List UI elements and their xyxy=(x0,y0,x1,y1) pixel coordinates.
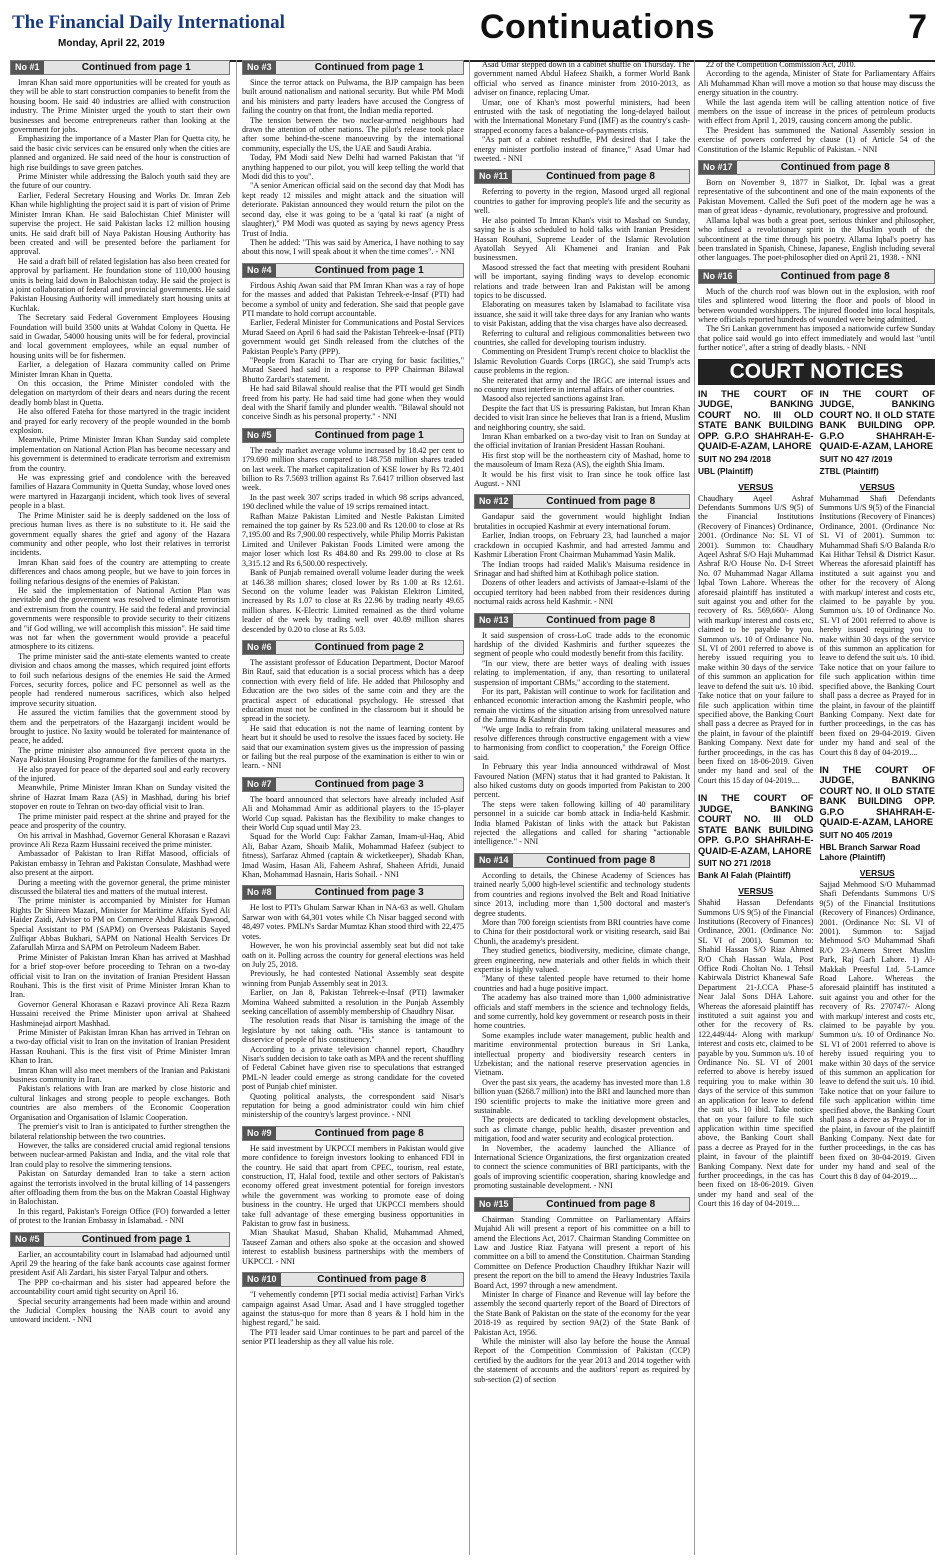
column-divider xyxy=(694,60,695,1555)
story-paragraph: He also prayed for peace of the departed soul and early recovery of the injured. xyxy=(10,764,230,784)
court-notices-heading: COURT NOTICES xyxy=(698,359,935,385)
story-header xyxy=(242,885,464,900)
story-paragraph: Earlier, Federal Secretary Housing and Works Dr. Imran Zeb Khan while highlighting the project said it is part of vision of Prime Minister Imran Khan. He said Balochistan Chief Minister will supervise the project. He said Pakistan lacks 12 million housing units. He said draft bill of Naya Pakistan Housing Authority has been created and will be presented before the parliament for approval. xyxy=(10,190,230,257)
story-heading: Continued from page 3 xyxy=(314,778,424,790)
story-paragraph: The resolution reads that Nisar is tarnishing the image of the legislature by not taking oath. "His stance is tantamount to disservice of people of his constituency." xyxy=(242,1016,464,1045)
story-paragraph: Then he added: "This was said by America, I have nothing to say about this now, I will speak about it when the time comes". - NNI xyxy=(242,237,464,257)
story-header xyxy=(474,494,690,509)
story-paragraph: "In our view, there are better ways of dealing with issues relating to implementation, if any, than resorting to unilateral suspension of important CBMs," according to the statement. xyxy=(474,658,690,687)
story-paragraph: Ambassador of Pakistan to Iran Riffat Masood, officials of Pakistan embassy in Tehran and Pakistan Consulate, Mashhad were also present at the airport. xyxy=(10,849,230,878)
story-paragraph: Today, PM Modi said New Delhi had warned Pakistan that "if anything happened to our pilot, you will keep telling the world that Modi did this to you". xyxy=(242,153,464,182)
story-paragraph: Since the terror attack on Pulwama, the BJP campaign has been built around nationalism and national security. But while PM Modi and his ministers and party leaders have accused the Congress of failing the country on that front, the Indian media reported. xyxy=(242,78,464,116)
story-paragraph: While the last agenda item will be calling attention notice of five members on the issue of increase in the prices of petroleum products with effect from April 1, 2019, causing concern among the public. xyxy=(698,97,935,126)
versus-label: VERSUS xyxy=(738,886,774,897)
story-paragraph: Meanwhile, Prime Minister Imran Khan on Sunday visited the shrine of Hazrat Imam Raza (AS) in Mashhad, during his brief stopover en route to Tehran on two-day official visit to Iran. xyxy=(10,783,230,812)
story xyxy=(242,1272,464,1346)
story-paragraph: Elaborating on measures taken by Islamabad to facilitate visa issuance, she said it will take three days for any Iranian who wants to visit Pakistan, adding that the visa charges have also decreased. xyxy=(474,300,690,329)
story-paragraph: He had said Bilawal should realise that the PTI would get Sindh freed from his party. He had said time had gone when they would deal with the Sharif family and plunder wealth. "Bilawal should not conceive Sindh as his personal property." - NNI xyxy=(242,384,464,422)
plaintiff: UBL (Plaintiff) xyxy=(698,465,754,476)
story-heading: Continued from page 8 xyxy=(780,270,890,282)
story-paragraph: Minister In charge of Finance and Revenue will lay before the assembly the second quarterly report of the Board of Directors of the State Bank of Pakistan on the state of the economy for the year 2018-19 as required by section 9A(2) of the State Bank of Pakistan Act, 1956. xyxy=(474,1289,690,1337)
story-paragraph: Referring to poverty in the region, Masood urged all regional countries to gather for improving people's life and the security as well. xyxy=(474,187,690,216)
story-paragraph: It would be his first visit to Iran since he took office last August. - NNI xyxy=(474,469,690,489)
story-paragraph: According to details, the Chinese Academy of Sciences has trained nearly 5,000 high-level scientific and technology students from countries and regions involved the Belt and Road Initiative since 2013, including more than 1,500 doctoral and master's degree students. xyxy=(474,870,690,918)
story-header xyxy=(474,1197,690,1212)
story-paragraph: While the minister will also lay before the house the Annual Report of the Competition Commission of Pakistan (CCP) certified by the auditors for the year 2013 and 2014 together with the statement of accounts and the auditors' report as required by sub-section (2) of section xyxy=(474,1336,690,1384)
story-tag: No #5 xyxy=(243,429,276,442)
story-paragraph: Allama Iqbal was both a great poet, serious thinker and philosopher, who infused a revolutionary spirit in the Muslim youth of the subcontinent at the time through his poetry. Allama Iqbal's poetry has been translated in Spanish, Chinese, Japanese, English including several other languages. The poet-philosopher died on April 21, 1938. - NNI xyxy=(698,215,935,263)
column-divider xyxy=(469,60,470,1555)
story-paragraph: Over the past six years, the academy has invested more than 1.8 billion yuan ($268.7 million) into the BRI and launched more than 190 scientific projects to make the initiative more green and sustainable. xyxy=(474,1077,690,1116)
story-paragraph: He was expressing grief and condolence with the bereaved families of Hazara Community in Quetta Sunday, whose loved ones were martyred in Hazarganji incident, which took lives of several people in a blast. xyxy=(10,473,230,511)
story-paragraph: Much of the church roof was blown out in the explosion, with roof tiles and splintered wood littering the floor and pools of blood in between wounded worshippers. The injured flooded into local hospitals, where officials reported hundreds of wounded were being admitted. xyxy=(698,286,935,324)
plaintiff: HBL Branch Sarwar Road Lahore (Plaintiff) xyxy=(819,841,921,862)
story-paragraph: He lost to PTI's Ghulam Sarwar Khan in NA-63 as well. Ghulam Sarwar won with 64,301 votes while Ch Nisar bagged second with 48,497 votes. PMLN's Sardar Mumtaz Khan stood third with 22,475 votes. xyxy=(242,903,464,941)
story-paragraph: Pakistan on Saturday demanded Iran to take a stern action against the terrorists involved in the brutal killing of 14 passengers after offloading them from the bus on the Makran Coastal Highway in Balochistan. xyxy=(10,1169,230,1207)
story-paragraph: Special security arrangements had been made within and around the Judicial Complex housing the NAB court to avoid any untoward incident. - NNI xyxy=(10,1296,230,1325)
versus-label: VERSUS xyxy=(859,867,895,878)
story-tag: No #10 xyxy=(243,1273,281,1286)
story-header xyxy=(474,853,690,868)
issue-date: Monday, April 22, 2019 xyxy=(58,38,165,49)
story-heading: Continued from page 3 xyxy=(314,887,424,899)
story-paragraph: Born on November 9, 1877 in Sialkot, Dr. Iqbal was a great representative of the subcontinent and one of the main exponents of the Pakistan Movement. Called the Sufi poet of the modern age he was a man of great ideas - dynamic, revolutionary, progressive and profound. xyxy=(698,178,935,216)
story-header xyxy=(242,428,464,443)
story xyxy=(242,885,464,1119)
court-title: IN THE COURT OF JUDGE, BANKING COURT NO. II OLD STATE BANK BUILDING OPP. G.P.O SHAHRAH-E-QUAID-E-AZAM, LAHORE xyxy=(819,388,935,452)
story-paragraph: Masood stressed the fact that meeting with president Rouhani will be important, saying finding ways to develop economic relations and trade between Iran and Pakistan will be among topics to be discussed. xyxy=(474,262,690,300)
story-paragraph: The PPP co-chairman and his sister had appeared before the accountability court amid tight security on April 16. xyxy=(10,1277,230,1297)
story-header xyxy=(474,169,690,184)
story-paragraph: Commenting on President Trump's recent choice to blacklist the Islamic Revolution Guards Corps (IRGC), she said Trump's acts cause problems in the region. xyxy=(474,347,690,376)
story-header xyxy=(242,60,464,75)
story-heading: Continued from page 1 xyxy=(314,429,424,441)
suit-number: SUIT NO 427 /2019 xyxy=(819,453,893,464)
story-paragraph: The ready market average volume increased by 18.42 per cent to 179.690 million shares compared to 148.758 million shares traded on last week. The market capitalization of KSE lower by Rs 72.401 billion to Rs 7.5693 trillion against Rs 7.6417 trillion observed last week. xyxy=(242,445,464,493)
story-paragraph: Emphasizing the importance of a Master Plan for Quetta city, he said the basic civic services can be ensured only when the cities are planned and organized. He said need of the hour is construction of high rise buildings to save green patches. xyxy=(10,134,230,172)
story-paragraph: On his arrival in Mashhad, Governor General Khorasan e Razavi province Ali Reza Razm Hussaini received the prime minister. xyxy=(10,830,230,849)
story xyxy=(698,60,935,154)
story-paragraph: Earlier, an accountability court in Islamabad had adjourned until April 29 the hearing of the fake bank accounts case against former president Asif Ali Zardari, his sister Faryal Talpur and others. xyxy=(10,1249,230,1278)
court-notice xyxy=(820,765,936,1181)
story-heading: Continued from page 1 xyxy=(314,62,424,73)
story xyxy=(10,60,230,1226)
story-paragraph: The assistant professor of Education Department, Doctor Maroof Bin Rauf, said that education is a social process which has a deep connection with every field of life. He added that Philosophy and Education are the two sides of the same coin and they are the practical aspect of educational psychology. He stressed that education must not be confined in the classroom but it should be spread in the society. xyxy=(242,657,464,724)
story xyxy=(242,640,464,771)
story-paragraph: "People from Karachi to Thar are crying for basic facilities," Murad Saeed had said in a response to PPP Chairman Bilawal Bhutto Zardari's statement. xyxy=(242,355,464,384)
story-paragraph: Earlier, Federal Minister for Communications and Postal Services Murad Saeed on April 6 had said the Pakistan Tehreek-e-Insaf (PTI) government would get Sindh released from the clutches of the Pakistan People's Party (PPP). xyxy=(242,318,464,356)
story xyxy=(242,60,464,257)
story-paragraph: According to the agenda, Minister of State for Parliamentary Affairs Ali Muhammad Khan will move a motion so that house may discuss the energy situation in the country. xyxy=(698,69,935,98)
story xyxy=(698,160,935,263)
story xyxy=(242,1126,464,1266)
column-3 xyxy=(474,60,690,1555)
story-header xyxy=(474,613,690,628)
story-tag: No #8 xyxy=(243,886,276,899)
court-notice xyxy=(820,389,936,757)
story-paragraph: Imran Khan said foes of the country are attempting to create differences and chaos among people, but we have to join forces in foiling nefarious designs of the enemies of Pakistan. xyxy=(10,557,230,586)
story xyxy=(474,169,690,488)
story-heading: Continued from page 1 xyxy=(81,62,191,73)
story-paragraph: Meanwhile, Prime Minister Imran Khan Sunday said complete implementation on National Action Plan has become necessary and his government is determined to eradicate terrorism and extremism from the country. xyxy=(10,435,230,473)
court-notice xyxy=(698,793,814,1208)
story-header xyxy=(242,777,464,792)
story xyxy=(474,1197,690,1384)
story-heading: Continued from page 8 xyxy=(317,1274,427,1286)
masthead xyxy=(10,6,935,62)
story-paragraph: Gandapur said the government would highlight Indian brutalities in occupied Kashmir at every international forum. xyxy=(474,512,690,531)
story-tag: No #17 xyxy=(699,161,737,174)
story-heading: Continued from page 1 xyxy=(314,264,424,276)
story-paragraph: The Indian troops had raided Malik's Maisuma residence in Srinagar and had shifted him at Kothibagh police station. xyxy=(474,559,690,578)
story-paragraph: He said a draft bill of related legislation has also been created for approval by parliament. He foundation stone of 110,000 housing units is being laid down in Balochistan today. He said the project is a joint collaboration of federal and provincial governments. He said Pakistan Housing Authority will immediately start housing units at Kuchlak. xyxy=(10,256,230,313)
versus-label: VERSUS xyxy=(738,481,774,492)
story-header xyxy=(242,1126,464,1141)
story-paragraph: "A senior American official said on the second day that Modi has kept ready 12 missiles and might attack and the situation will deteriorate. Pakistan announced they would return the pilot on the second day, else it was going to be a 'qatal ki raat' (a night of slaughter)," PM Modi was quoted as saying by news agency Press Trust of India. xyxy=(242,181,464,238)
story-paragraph: On this occasion, the Prime Minister condoled with the delegation on martyrdom of their dears and nears during the recent deadly bomb blast in Quetta. xyxy=(10,379,230,407)
story-tag: No #7 xyxy=(243,778,276,791)
story-header xyxy=(698,160,935,175)
story-paragraph: His first stop will be the northeastern city of Mashad, home to the mausoleum of Imam Reza (AS), the eighth Shia Imam. xyxy=(474,450,690,470)
story-paragraph: They studied genetics, biodiversity, medicine, climate change, green engineering, new materials and other fields in which their expertise is highly valued. xyxy=(474,946,690,974)
story xyxy=(474,613,690,847)
story-tag: No #1 xyxy=(11,61,44,74)
story-paragraph: In November, the academy launched the Alliance of International Science Organizations, the first organization created to connect the science communities of BRI participants, with the goals of improving scientific cooperation, sharing knowledge and promoting sustainable development. - NNI xyxy=(474,1143,690,1191)
story-header xyxy=(242,1272,464,1287)
story-paragraph: The tension between the two nuclear-armed neighbours had drawn the attention of other nations. The pilot's release took place after some behind-the-scene manoeuvring by the international community, especially the US, the UAE and Saudi Arabia. xyxy=(242,115,464,153)
story-paragraph: He said that education is not the name of learning content by heart but it should be used to resolve the issues faced by society. He said that our examination system gives us the impression of passing or failing but the real purpose of the examination is either to win or learn. - NNI xyxy=(242,723,464,771)
story-paragraph: Some examples include water management, public health and maritime environmental protection bureaus in Sri Lanka, intellectual property and biodiversity research centers in Uzbekistan; and the national reserve preservation agencies in Vietnam. xyxy=(474,1030,690,1078)
story-header xyxy=(242,640,464,655)
story-paragraph: The premier's visit to Iran is anticipated to further strengthen the bilateral relationship between the two countries. xyxy=(10,1122,230,1141)
story xyxy=(474,60,690,163)
story-paragraph: The Secretary said Federal Government Employees Housing Foundation will build 3500 units at Wahdat Colony in Quetta. He said in Gwadar, 54000 housing units will be for federal, provincial and local government employees, while an equal number of housing units will be for fishermen. xyxy=(10,313,230,360)
column-2 xyxy=(242,60,464,1555)
story-paragraph: Earlier, Indian troops, on February 23, had launched a major crackdown in occupied Kashmir, and had arrested Jammu and Kashmir Liberation Front Chairman Muhammad Yasin Malik. xyxy=(474,531,690,560)
story-paragraph: Chairman Standing Committee on Parliamentary Affairs Mujahid Ali will present a report of his committee on a bill to amend the Elections Act, 2017. Chairman Standing Committee on Law and Justice Riaz Fatyana will present a report of his committee on a bill to amend the Constitution. Chairman Standing Committee on Defence Production Chaudhry Iftikhar Nazir will present the report on the bill to amend the Heavy Industries Taxila Board Act, 1997 through a new amendment. xyxy=(474,1214,690,1290)
story-paragraph: He said the implementation of National Action Plan was inevitable and the government was resolved to eliminate terrorism and extremism from the country. He said the federal and provincial governments were responsible to provide security to their citizens and "if God willing, we will accomplish this mission". He said time was not far when the government would provide a peaceful atmosphere to its citizens. xyxy=(10,585,230,652)
story-header xyxy=(10,60,230,75)
story-paragraph: The Sri Lankan government has imposed a nationwide curfew Sunday that police said would go into effect immediately and would last "until further notice", after a string of deadly blasts. - NNI xyxy=(698,324,935,353)
story-paragraph: He also offered Fateha for those martyred in the tragic incident and prayed for early recovery of the people wounded in the bomb explosion. xyxy=(10,407,230,436)
story-tag: No #16 xyxy=(699,270,737,283)
story-paragraph: Mian Shaukat Masud, Shaban Khalid, Muhammad Ahmed, Tauseef Zaman and others also spoke at the occasion and showed interest to establish business partnerships with the members of UKPCCI. - NNI xyxy=(242,1228,464,1266)
paper-name: The Financial Daily International xyxy=(12,12,285,33)
story-paragraph: Dozens of other leaders and activists of Jamaat-e-Islami of the occupied territory had been nabbed from their residences during nocturnal raids across held Kashmir. - NNI xyxy=(474,578,690,607)
story-paragraph: The prime minister is accompanied by Minister for Human Rights Dr Shireen Mazari, Minister for Maritime Affairs Syed Ali Haider Zaidi, Adviser to PM on Commerce Abdul Razak Dawood, Special Assistant to PM (SAPM) on Overseas Pakistanis Sayed Zulfiqar Abbas Bukhari, SAPM on National Health Services Dr Zafarullah Mirza and SAPM on Petroleum Nadeem Baber. xyxy=(10,896,230,953)
story-paragraph: Earlier, a delegation of Hazara community called on Prime Minister Imran Khan in Quetta. xyxy=(10,360,230,379)
story-paragraph: More than 700 foreign scientists from BRI countries have come to China for their postdoctoral work or visiting research, said Bai Chunli, the academy's president. xyxy=(474,917,690,946)
story-paragraph: Previously, he had contested National Assembly seat despite winning from Punjab Assembly seat in 2013. xyxy=(242,969,464,988)
story-paragraph: The projects are dedicated to tackling development obstacles, such as climate change, public health, disaster prevention and mitigation, food and water security and ecological protection. xyxy=(474,1115,690,1144)
story-tag: No #4 xyxy=(243,264,276,277)
story-paragraph: The PTI leader said Umar continues to be part and parcel of the senior PTI leadership as they all value his role. xyxy=(242,1327,464,1347)
story-paragraph: Firdous Ashiq Awan said that PM Imran Khan was a ray of hope for the masses and added that Pakistan Tehreek-e-Insaf (PTI) had become a symbol of unity and federation. She said that people gave PTI mandate to hold corrupt accountable. xyxy=(242,280,464,318)
story-paragraph: The academy has also trained more than 1,000 administrative officials and staff members in the science and technology fields, and some currently, hold key government or research posts in their home countries. xyxy=(474,993,690,1031)
story-tag: No #9 xyxy=(243,1127,276,1140)
story-paragraph: He assured the victim families that the government stood by them and the perpetrators of the Hazarganji incident would be brought to justice. No laxity would be tolerated for maintenance of peace, he added. xyxy=(10,708,230,746)
story xyxy=(242,263,464,422)
story-paragraph: "As part of a cabinet reshuffle, PM desired that I take the energy minister portfolio instead of finance," Asad Umar had tweeted. - NNI xyxy=(474,135,690,164)
story-paragraph: Imran Khan said more opportunities will be created for youth as they will be able to start construction companies to benefit from the housing boom. He said 40 industries are allied with construction industry. The Prime Minister urged the youth to start their own businesses and become entrepreneurs rather than looking at the government for jobs. xyxy=(10,78,230,135)
story-paragraph: Masood also rejected sanctions against Iran. xyxy=(482,394,625,404)
court-notices-left xyxy=(698,389,814,1217)
story-heading: Continued from page 8 xyxy=(546,1198,656,1210)
story-paragraph: He said investment by UKPCCI members in Pakistan would give more confidence to foreign investors looking to enhanced FDI in the country. He said that apart from CPEC, tourism, real estate, construction, IT, Halal food, textile and other sectors of Pakistan's economy offered great investment potential for foreign investors while the government was working to promote ease of doing business in the country. He urged that UKPCCI members should take full advantage of these emerging business opportunities in Pakistan to grow fast in business. xyxy=(242,1143,464,1229)
story-paragraph: "Many of these talented people have returned to their home countries and had a huge positive impact. xyxy=(474,974,690,993)
story-heading: Continued from page 8 xyxy=(546,496,656,508)
story-heading: Continued from page 8 xyxy=(546,854,656,866)
story xyxy=(698,269,935,353)
story-paragraph: The President has summoned the National Assembly session in exercise of powers conferred by clause (1) of Article 54 of the Constitution of the Islamic Republic of Pakistan. - NNI xyxy=(698,125,935,154)
story xyxy=(242,428,464,634)
court-notices xyxy=(698,389,935,1217)
story-paragraph: "I vehemently condemn [PTI social media activist] Farhan Virk's campaign against Asad Umar. Asad and I have struggled together against the status-quo for more than 8 years & I hold him in the highest regard," he said. xyxy=(242,1290,464,1328)
column-4 xyxy=(698,60,935,1555)
story-paragraph: She reiterated that army and the IRGC are internal issues and no country must interfere in internal affairs of other countries. xyxy=(474,375,690,394)
column-divider xyxy=(236,60,237,1555)
story-tag: No #12 xyxy=(475,495,513,508)
story-tag: No #13 xyxy=(475,614,513,627)
plaintiff: ZTBL (Plaintiff) xyxy=(819,465,879,476)
column-1 xyxy=(10,60,230,1555)
story-paragraph: In February this year India announced withdrawal of Most Favoured Nation (MFN) status that it had granted to Pakistan. It also hiked customs duty on goods imported from Pakistan to 200 percent. xyxy=(474,762,690,800)
notice-body: Muhammad Shafi Defendants Summons U/S 9(5) of the Financial Institutions (Recovery of Finances) Ordinance, 2001. (Ordinance No: SL VI of 2001). Summon to: Muhammad Shafi S/O Balanda R/o Kai Hithar Tehsil & District Kasur. Whereas the aforesaid plaintiff has instituted a suit against you and other for the recovery of Along with markup/ interest and costs etc, claimed to be payable by you. Summon u/s. 10 of Ordinance No. SL VI of 2001 referred to above is hereby issued requiring you to make within 30 days of the service of this summon an application for leave to defend the suit u/s. 10 ibid. Take notice that on your failure to file such application within time specified above, the Banking Court shall pass a decree as Prayed for in the plaint, in favour of the plaintiff Banking Company. Next date for further proceedings, in the cas has been fixed on 29-04-2019. Given under my hand and seal of the Court this 8 day of 04-2019.... xyxy=(819,493,935,757)
story-heading: Continued from page 8 xyxy=(780,162,890,174)
story-paragraph: Asad Umar stepped down in a cabinet shuffle on Thursday. The government named Abdul Hafeez Shaikh, a former World Bank official who served as finance minister from 2010-2013, as adviser on finance, replacing Umar. xyxy=(474,60,690,98)
story-header xyxy=(242,263,464,278)
story-paragraph: Governor General Khorasan e Razavi province Ali Reza Razm Hussaini received the Prime Minister upon arrival at Shaheed Hashminejad airport Mashhad. xyxy=(10,999,230,1028)
court-title: IN THE COURT OF JUDGE, BANKING COURT NO. II OLD STATE BANK BUILDING OPP. G.P.O SHAHRAH-E-QUAID-E-AZAM, LAHORE xyxy=(819,764,935,828)
story-paragraph: Pakistan's relations with Iran are marked by close historic and cultural linkages and strong people to people exchanges. Both countries are also members of the Economic Cooperation Organisation and Organisation of Islamic Cooperation. xyxy=(10,1084,230,1122)
section-title: Continuations xyxy=(480,8,716,46)
versus-label: VERSUS xyxy=(859,481,895,492)
story-paragraph: The board announced that selectors have already included Asif Ali and Mohammad Amir as additional players to the 15-player World Cup squad. Pakistan has the flexibility to make changes to their World Cup squad until May 23. xyxy=(242,794,464,833)
plaintiff: Bank Al Falah (Plaintiff) xyxy=(698,870,791,881)
story-paragraph: Imran Khan will also meet members of the Iranian and Pakistani business community in Iran. xyxy=(10,1065,230,1085)
court-notices-right xyxy=(820,389,936,1217)
story-paragraph: The Prime Minister said he is deeply saddened on the loss of precious human lives as there is no substitute to it. He said the government equally shares the grief and agony of the Hazara community and other people, who lost their relatives in terrorist incidents. xyxy=(10,510,230,558)
story-paragraph: In this regard, Pakistan's Foreign Office (FO) forwarded a letter of protest to the Iranian Embassy in Islamabad. - NNI xyxy=(10,1206,230,1226)
story-paragraph: Quoting political analysts, the correspondent said Nisar's reputation for being a good administrator could win him chief ministership of the country's largest province. - NNI xyxy=(242,1091,464,1120)
story-tag: No #6 xyxy=(243,641,276,654)
story-paragraph: Imran Khan embarked on a two-day visit to Iran on Sunday at the official invitation of Iranian President Hassan Rouhani. xyxy=(474,432,690,451)
story-tag: No #11 xyxy=(475,170,512,183)
story-paragraph: "We urge India to refrain from taking unilateral measures and resolve differences through constructive engagement with a view to harmonising from conflict to cooperation," the Foreign Office said. xyxy=(474,724,690,762)
story-paragraph: Prime Minister while addressing the Baloch youth said they are the future of our country. xyxy=(10,172,230,191)
story xyxy=(474,494,690,606)
story xyxy=(242,777,464,880)
story-heading: Continued from page 1 xyxy=(81,1233,191,1245)
story-paragraph: Squad for the World Cup: Fakhar Zaman, Imam-ul-Haq, Abid Ali, Babar Azam, Shoaib Malik, Mohammad Hafeez (subject to fitness), Sarfaraz Ahmed (captain & wicketkeeper), Shadab Khan, Imad Wasim, Hasan Ali, Faheem Ashraf, Shaheen Afridi, Junaid Khan, Mohammad Hasnain, Haris Sohail. - NNI xyxy=(242,832,464,880)
story-header xyxy=(698,269,935,284)
story-heading: Continued from page 8 xyxy=(314,1127,424,1139)
story-paragraph: However, the talks are considered crucial amid regional tensions between nuclear-armed Pakistan and India, and the vital role that Iran could play to resolve the simmering tensions. xyxy=(10,1140,230,1169)
story-paragraph: Bank of Punjab remained overall volume leader during the week at 146.38 million shares; closed lower by Rs 1.00 at Rs 12.61. Second on the volume leader was Pakistan Elektron Limited, increased by Rs 1.07 to close at Rs 22.96 by trading nearly 49.65 million shares. K-Electric Limited remained as the third volume leader of the week by trading well over 40.89 million shares descended by 0.20 to close at Rs 5.03. xyxy=(242,568,464,634)
story-paragraph: For its part, Pakistan will continue to work for facilitation and enhanced economic interaction among the Kashmiri people, who remain the victims of the situation arising from unresolved nature of the Jammu & Kashmir dispute. xyxy=(474,686,690,725)
story-tag: No #3 xyxy=(243,61,276,74)
story-paragraph: Referring to cultural and religious commonalities between two countries, she called for developing tourism industry. xyxy=(474,328,690,347)
suit-number: SUIT NO 271 /2018 xyxy=(698,858,771,869)
court-notice xyxy=(698,389,814,786)
suit-number: SUIT NO 294 /2018 xyxy=(698,453,771,464)
notice-body: Chaudhary Aqeel Ashraf Defendants Summons U/S 9(5) of the Financial Institutions (Recovery of Finances) Ordinance, 2001. (Ordinance No: SL VI of 2001). Summon to: Chaudhary Aqeel Ashraf S/O Haji Muhammad Ashraf R/O House No. D-I Street No. 07 Muhammad Nagar Allama Iqbal Town Lahore. Whereas the aforesaid plaintiff has instituted a suit against you and other for the recovery of Rs. 569,660/- Along with markup/ interest and costs etc, claimed to be payable by you. Summon u/s. 10 of Ordinance No. SL VI of 2001 referred to above is hereby issued requiring you to make within 30 days of the service of this summon an application for leave to defend the suit u/s. 10 ibid. Take notice that on your failure to file such application within time specified above, the Banking Court shall pass a decree as Prayed for in the plaint, in favour of the plaintiff Banking Company. Next date for further proceedings, in the cas has been fixed on 18-06-2019. Given under my hand and seal of the Court this 15 day of 04-2019.... xyxy=(698,493,814,785)
story-paragraph: 22 of the Competition Commission Act, 2010. xyxy=(706,60,856,69)
story-tag: No #15 xyxy=(475,1198,513,1211)
story-paragraph: It said suspension of cross-LoC trade adds to the economic hardship of the divided Kashmiris and further squeezes the segment of people who could modestly benefit from this facility. xyxy=(474,630,690,659)
story-paragraph: During a meeting with the governor general, the prime minister discussed the bilateral ties and matters of the mutual interest. xyxy=(10,877,230,896)
story-paragraph: The prime minister also announced five percent quota in the Naya Pakistan Housing Programme for the families of the martyrs. xyxy=(10,745,230,765)
story-paragraph: Prime Minister of Pakistan Imran Khan has arrived at Mashhad for a brief stop-over before proceeding to Tehran on a two-day official visit to Iran on the invitation of Iranian President Hassan Rouhani. This is the first visit of Prime Minister Imran Khan to Iran. xyxy=(10,952,230,1000)
story-paragraph: The prime minister said the anti-state elements wanted to create division and chaos among the masses, which required joint efforts to foil such nefarious designs of the enemies He said the Armed Forces, security forces, police and FC personnel as well as the people had rendered numerous sacrifices, which also helped improve security situation. xyxy=(10,651,230,708)
story-tag: No #14 xyxy=(475,854,513,867)
court-title: IN THE COURT OF JUDGE, BANKING COURT NO. III OLD STATE BANK BUILDING OPP. G.P.O SHAHRAH-E-QUAID-E-AZAM, LAHORE xyxy=(698,793,814,856)
notice-body: Shahid Hassan Defendants Summons U/S 9(5) of the Financial Institutions (Recovery of Finances) Ordinance, 2001. (Ordinance No: SL VI of 2001). Summon to: Shahid Hassan S/O Riaz Ahmed R/O Chah Hassan Wala, Post Office Rodi Choltan No. 1 Tehsil Kabirwala District Khanewal Safe Department 21-J.CCA Phase-5 Near Jalal Sons DHA Lahore. Whereas the aforesaid plaintiff has instituted a suit against you and other for the recovery of Rs. 122,449/44- Along with markup/ interest and costs etc, claimed to be payable by you. Summon u/s. 10 of Ordinance No. SL VI of 2001 referred to above is hereby issued requiring you to make within 30 days of the service of this summon an application for leave to defend the suit u/s. 10 ibid. Take notice that on your failure to file such application within time specified above, the Banking Court shall pass a decree as Prayed for in the plaint, in favour of the plaintiff Banking Company. Next date for further proceedings, in the cas has been fixed on 18-06-2019. Given under my hand and seal of the Court this 16 day of 04-2019.... xyxy=(698,898,814,1209)
story xyxy=(10,1232,230,1325)
court-title: IN THE COURT OF JUDGE, BANKING COURT NO. III OLD STATE BANK BUILDING OPP. G.P.O SHAHRAH-E-QUAID-E-AZAM, LAHORE xyxy=(698,388,814,452)
story-heading: Continued from page 8 xyxy=(546,171,655,183)
story xyxy=(474,853,690,1191)
story-heading: Continued from page 2 xyxy=(314,641,424,653)
page-number: 7 xyxy=(908,8,927,46)
story-tag: No #5 xyxy=(11,1233,44,1246)
story-paragraph: The steps were taken following killing of 40 paramilitary personnel in a suicide car bomb attack in India-held Kashmir. India blamed Pakistan of links with the attack but Pakistan rejected the allegations and called for sharing "actionable intelligence." - NNI xyxy=(474,799,690,847)
notice-body: Sajjad Mehmood S/O Muhammad Shafi Defendants Summons U/S 9(5) of the Financial Institutions (Recovery of Finances) Ordinance, 2001. (Ordinance No: SL VI of 2001). Summon to: Sajjad Mehmood S/O Muhammad Shafi R/O 23-Ameen Street Muslim Park, Raj Garh Lahore. 1) Al-Makkah Preesful Ltd. 5-Lamce Road Lahore. Whereas the aforesaid plaintiff has instituted a suit against you and other for the recovery of Rs. 270747/- Along with markup/ interest and costs etc, claimed to be payable by you. Summon u/s. 10 of Ordinance No. SL VI of 2001 referred to above is hereby issued requiring you to make within 30 days of the service of this summon an application for leave to defend the suit u/s. 10 ibid. Take notice that on your failure to file such application within time specified above, the Banking Court shall pass a decree as Prayed for in the plaint, in favour of the plaintiff Banking Company. Next date for further proceedings, in the cas has been fixed on 30-04-2019. Given under my hand and seal of the Court this 8 day of 04-2019.... xyxy=(819,879,935,1181)
story-paragraph: Rafhan Maize Pakistan Limited and Nestle Pakistan Limited remained the top gainer by Rs 523.00 and Rs 120.00 to close at Rs 7,195.00 and Rs 7,900.00 respectively, while Philip Morris Pakistan Limited and Unilever Pakistan Foods Limited were among the major loser which lost Rs 484.80 and Rs 299.00 to close at Rs 3,315.12 and Rs 6,500.00 respectively. xyxy=(242,511,464,568)
story-paragraph: Earlier, on Jan 8, Pakistan Tehreek-e-Insaf (PTI) lawmaker Momina Waheed submitted a resolution in the Punjab Assembly seeking cancellation of assembly membership of Chaudhry Nisar. xyxy=(242,988,464,1016)
story-paragraph: According to a private television channel report, Chaudhry Nisar's sudden decision to take oath as MPA and the recent shuffling of Federal Cabinet have given rise to speculations that estranged PML-N leader could emerge as strong candidate for the coveted post of Punjab chief minister. xyxy=(242,1044,464,1092)
story-paragraph: Despite the fact that US is pressuring Pakistan, but Imran Khan decided to visit Iran since he believes that Iran is a friend, Muslim and neighboring country, she said. xyxy=(474,403,690,432)
story-paragraph: However, he won his provincial assembly seat but did not take oath on it. Polling across the country for general elections was held on July 25, 2018. xyxy=(242,941,464,969)
suit-number: SUIT NO 405 /2019 xyxy=(819,829,893,840)
story-paragraph: In the past week 307 scrips traded in which 98 scrips advanced, 190 declined while the value of 19 scrips remained intact. xyxy=(242,492,464,512)
story-paragraph: Prime Minister of Pakistan Imran Khan has arrived in Tehran on a two-day official visit to Iran on the invitation of Iranian President Hassan Rouhani. This is the first visit of Prime Minister Imran Khan to Iran. xyxy=(10,1028,230,1066)
story-paragraph: He also pointed To Imran Khan's visit to Mashad on Sunday, saying he is also scheduled to hold talks with Iranian President Hassan Rouhani, Supreme Leader of the Islamic Revolution Ayatollah Seyyed Ali Khamenei and Iranian and Pak businessmen. xyxy=(474,215,690,263)
story-heading: Continued from page 8 xyxy=(546,614,656,626)
story-paragraph: Umar, one of Khan's most powerful ministers, had been entrusted with the task of negotiating the long-delayed bailout with the International Monetary Fund (IMF) as the country's cash-strapped economy faces a balance-of-payments crisis. xyxy=(474,97,690,135)
story-paragraph: The prime minister paid respect at the shrine and prayed for the peace and prosperity of the country. xyxy=(10,811,230,831)
story-header xyxy=(10,1232,230,1247)
